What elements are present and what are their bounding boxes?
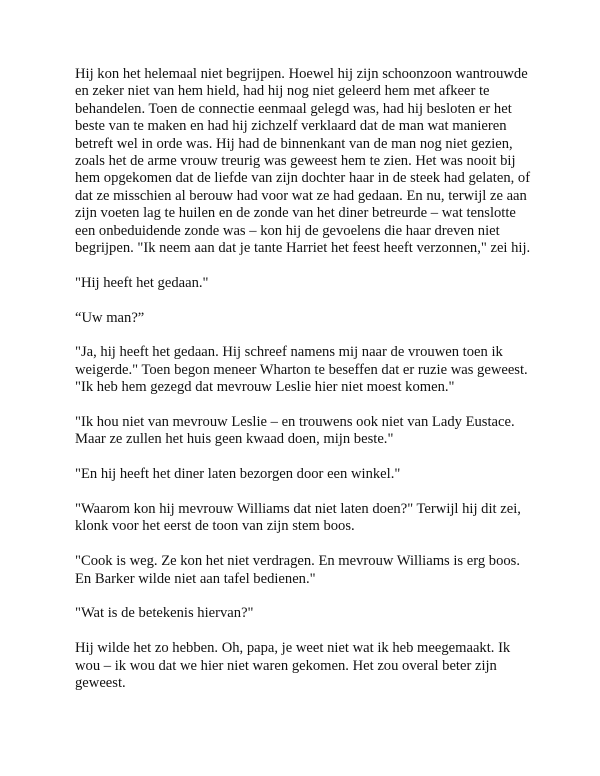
paragraph: "En hij heeft het diner laten bezorgen door een winkel." (75, 466, 401, 483)
paragraph: "Ja, hij heeft het gedaan. Hij schreef namens mij naar de vrouwen toen ik weigerde." Toen begon meneer Wharton te beseffen dat er ruzie was geweest. "Ik heb hem gezegd dat mevrouw Leslie hier niet moest komen." (75, 344, 528, 396)
paragraph: Hij wilde het zo hebben. Oh, papa, je weet niet wat ik heb meegemaakt. Ik wou – ik wou dat we hier niet waren gekomen. Het zou overal beter zijn geweest. (75, 640, 511, 692)
paragraph: "Cook is weg. Ze kon het niet verdragen. En mevrouw Williams is erg boos. En Barker wilde niet aan tafel bedienen." (75, 553, 520, 587)
paragraph: "Ik hou niet van mevrouw Leslie – en trouwens ook niet van Lady Eustace. Maar ze zullen het huis geen kwaad doen, mijn beste." (75, 414, 515, 448)
paragraph: "Waarom kon hij mevrouw Williams dat niet laten doen?" Terwijl hij dit zei, klonk voor het eerst de toon van zijn stem boos. (75, 501, 521, 535)
body-text (75, 66, 537, 710)
paragraph: "Wat is de betekenis hiervan?" (75, 605, 254, 622)
paragraph: Hij kon het helemaal niet begrijpen. Hoewel hij zijn schoonzoon wantrouwde en zeker niet van hem hield, had hij nog niet geleerd hem met afkeer te behandelen. Toen de connectie eenmaal gelegd was, had hij besloten er het beste van te maken en had hij zichzelf verklaard dat de man wat manieren betreft wel in orde was. Hij had de binnenkant van de man nog niet gezien, zoals het de arme vrouw treurig was geweest hem te zien. Het was nooit bij hem opgekomen dat de liefde van zijn dochter haar in de steek had gelaten, of dat ze misschien al berouw had voor wat ze had gedaan. En nu, terwijl ze aan zijn voeten lag te huilen en de zonde van het diner betreurde – wat tenslotte een onbeduidende zonde was – kon hij de gevoelens die haar dreven niet begrijpen. "Ik neem aan dat je tante Harriet het feest heeft verzonnen," zei hij. (75, 66, 531, 257)
paragraph: "Hij heeft het gedaan." (75, 274, 209, 291)
paragraph: “Uw man?” (75, 309, 145, 326)
